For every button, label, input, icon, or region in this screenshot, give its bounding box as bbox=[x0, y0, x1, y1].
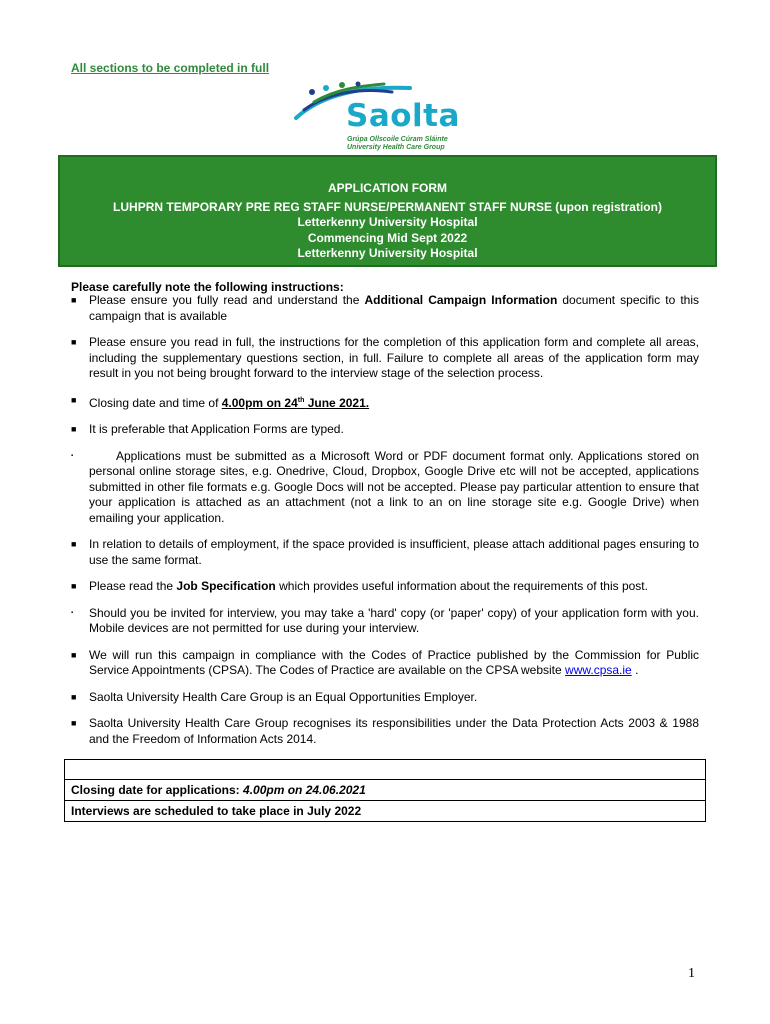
bullet-icon: ■ bbox=[71, 424, 77, 434]
list-item: ■ Closing date and time of 4.00pm on 24th June 2021. bbox=[71, 394, 370, 410]
bullet-icon: ■ bbox=[71, 394, 77, 405]
logo-subtitle-irish: Grúpa Ollscoile Cúram Sláinte bbox=[347, 136, 448, 143]
bullet-icon: ■ bbox=[71, 691, 77, 702]
banner-location: Letterkenny University Hospital bbox=[297, 246, 478, 260]
list-item: ■ Please read the Job Specification which provides useful information about the requirements of this post. bbox=[71, 579, 648, 593]
summary-box bbox=[64, 759, 706, 822]
bullet-icon: ■ bbox=[71, 337, 77, 347]
title-banner bbox=[58, 155, 717, 267]
list-item: ■ It is preferable that Application Forms are typed. bbox=[71, 422, 344, 436]
list-item: ■ Please ensure you fully read and understand the Additional Campaign Information document specific to this campaign that is available bbox=[71, 293, 700, 323]
cpsa-link[interactable]: www.cpsa.ie bbox=[565, 663, 632, 677]
bullet-icon: ■ bbox=[71, 295, 77, 305]
interviews-row: Interviews are scheduled to take place in July 2022 bbox=[71, 804, 362, 818]
closing-date-row: Closing date for applications: 4.00pm on 24.06.2021 bbox=[65, 779, 705, 801]
bullet-icon: ■ bbox=[71, 718, 77, 728]
banner-position: LUHPRN TEMPORARY PRE REG STAFF NURSE/PERMANENT STAFF NURSE (upon registration) bbox=[113, 199, 662, 214]
bullet-icon: ■ bbox=[71, 539, 77, 549]
logo-wordmark: Saolta bbox=[346, 98, 460, 134]
list-item: ■ Saolta University Health Care Group is an Equal Opportunities Employer. bbox=[71, 689, 478, 704]
banner-commencing: Commencing Mid Sept 2022 bbox=[307, 230, 468, 245]
top-note: All sections to be completed in full bbox=[71, 61, 270, 75]
bullet-icon: ▪ bbox=[71, 609, 74, 616]
bullet-icon: ■ bbox=[71, 581, 77, 591]
list-item: ▪ Applications must be submitted as a Microsoft Word or PDF document format only. Applications stored on personal online storage sites, e.g. Onedrive, Cloud, Dropbox, Google Drive etc will not be accepted, applications submitted in other file formats e.g. Google Docs will not be accepted. Please pay particular attention to ensure that your application is attached as an attachment (not a link to an on line storage site e.g. Google Drive) when emailing your application. bbox=[71, 448, 699, 525]
list-item: ■ We will run this campaign in compliance with the Codes of Practice published by the Commission for Public Service Appointments (CPSA). The Codes of Practice are available on the CPSA website www.cpsa.ie . bbox=[71, 647, 699, 677]
list-item: ■ Please ensure you read in full, the instructions for the completion of this application form and complete all areas, including the supplementary questions section, in full. Failure to complete all areas of the application form may result in you not being brought forward to the interview stage of the selection process. bbox=[71, 335, 699, 380]
banner-hospital: Letterkenny University Hospital bbox=[297, 215, 478, 229]
instructions-list bbox=[71, 293, 699, 758]
list-item: ■ In relation to details of employment, if the space provided is insufficient, please attach additional pages ensuring to use the same format. bbox=[71, 537, 699, 567]
banner-title: APPLICATION FORM bbox=[327, 181, 448, 195]
saolta-logo bbox=[292, 80, 472, 154]
page-number: 1 bbox=[688, 966, 695, 981]
logo-subtitle-english: University Health Care Group bbox=[347, 144, 445, 151]
list-item: ■ Saolta University Health Care Group recognises its responsibilities under the Data Protection Acts 2003 & 1988 and the Freedom of Information Acts 2014. bbox=[71, 716, 699, 746]
bullet-icon: ▪ bbox=[71, 452, 74, 459]
instructions-heading: Please carefully note the following instructions: bbox=[71, 280, 344, 294]
bullet-icon: ■ bbox=[71, 649, 77, 660]
list-item: ▪ Should you be invited for interview, you may take a 'hard' copy (or 'paper' copy) of your application form with you. Mobile devices are not permitted for use during your interview. bbox=[71, 605, 699, 635]
